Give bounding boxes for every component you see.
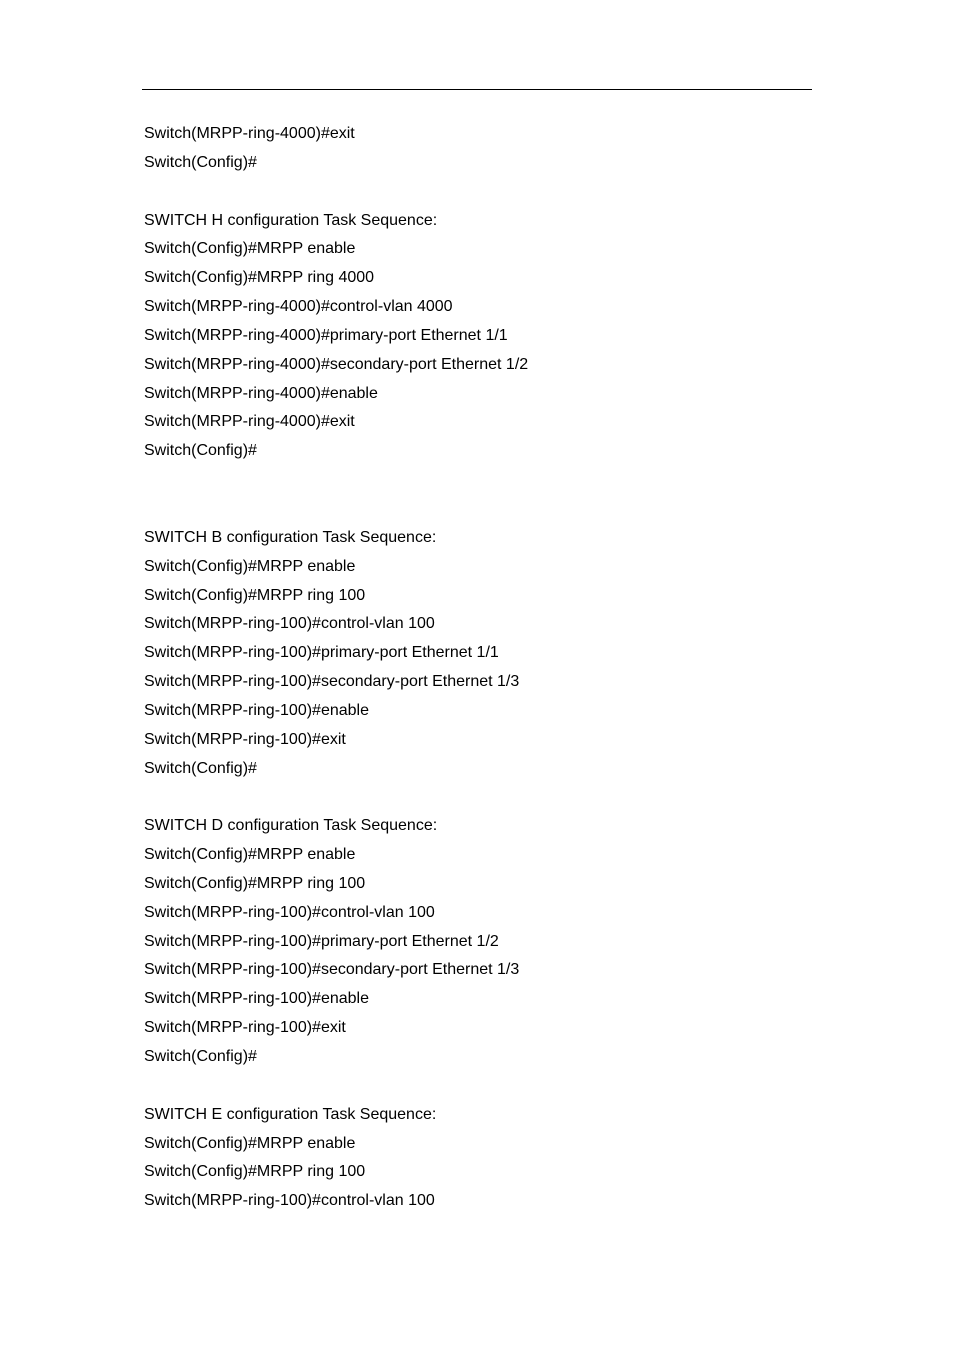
text-line: Switch(MRPP-ring-100)#control-vlan 100 [144, 615, 435, 633]
text-line: Switch(Config)#MRPP ring 100 [144, 1163, 366, 1181]
spacer [144, 466, 804, 524]
text-line: Switch(MRPP-ring-100)#exit [144, 1019, 346, 1037]
section-heading: SWITCH E configuration Task Sequence: [144, 1105, 437, 1123]
text-line: Switch(Config)#MRPP enable [144, 846, 356, 864]
text-line: Switch(MRPP-ring-4000)#primary-port Ethernet 1/1 [144, 326, 508, 344]
section-heading: SWITCH B configuration Task Sequence: [144, 528, 437, 546]
text-line: Switch(Config)#MRPP ring 100 [144, 874, 366, 892]
section-switch-d [144, 812, 804, 1072]
section-switch-e [144, 1101, 804, 1216]
section-switch-b [144, 524, 804, 784]
text-line: Switch(Config)#MRPP ring 100 [144, 586, 366, 604]
section-heading: SWITCH H configuration Task Sequence: [144, 211, 438, 229]
text-line: Switch(MRPP-ring-4000)#exit [144, 125, 355, 142]
text-line: Switch(Config)# [144, 1048, 257, 1065]
text-line: Switch(MRPP-ring-100)#enable [144, 990, 369, 1008]
spacer [144, 1072, 804, 1101]
spacer [144, 178, 804, 207]
text-line: Switch(MRPP-ring-100)#secondary-port Ethernet 1/3 [144, 961, 520, 979]
text-line: Switch(MRPP-ring-4000)#secondary-port Ethernet 1/2 [144, 355, 529, 373]
document-body [144, 120, 804, 1216]
text-line: Switch(MRPP-ring-100)#secondary-port Ethernet 1/3 [144, 673, 520, 691]
section-heading: SWITCH D configuration Task Sequence: [144, 817, 438, 835]
spacer [144, 783, 804, 812]
text-line: Switch(MRPP-ring-100)#exit [144, 730, 346, 748]
text-line: Switch(MRPP-ring-100)#enable [144, 701, 369, 719]
section-switch-h [144, 207, 804, 467]
text-line: Switch(MRPP-ring-100)#primary-port Ethernet 1/2 [144, 932, 499, 950]
text-line: Switch(Config)#MRPP ring 4000 [144, 269, 375, 287]
text-line: Switch(Config)#MRPP enable [144, 1134, 356, 1152]
text-line: Switch(MRPP-ring-100)#control-vlan 100 [144, 1192, 435, 1210]
text-line: Switch(MRPP-ring-4000)#control-vlan 4000 [144, 298, 453, 316]
text-line: Switch(MRPP-ring-4000)#exit [144, 413, 355, 431]
text-line: Switch(Config)# [144, 442, 257, 460]
section-switch-g-tail [144, 120, 804, 178]
text-line: Switch(MRPP-ring-4000)#enable [144, 384, 378, 402]
header-rule [142, 89, 812, 90]
text-line: Switch(Config)# [144, 153, 257, 171]
text-line: Switch(MRPP-ring-100)#control-vlan 100 [144, 903, 435, 921]
text-line: Switch(Config)#MRPP enable [144, 557, 356, 575]
text-line: Switch(Config)# [144, 759, 257, 777]
text-line: Switch(Config)#MRPP enable [144, 240, 356, 258]
text-line: Switch(MRPP-ring-100)#primary-port Ethernet 1/1 [144, 644, 499, 662]
